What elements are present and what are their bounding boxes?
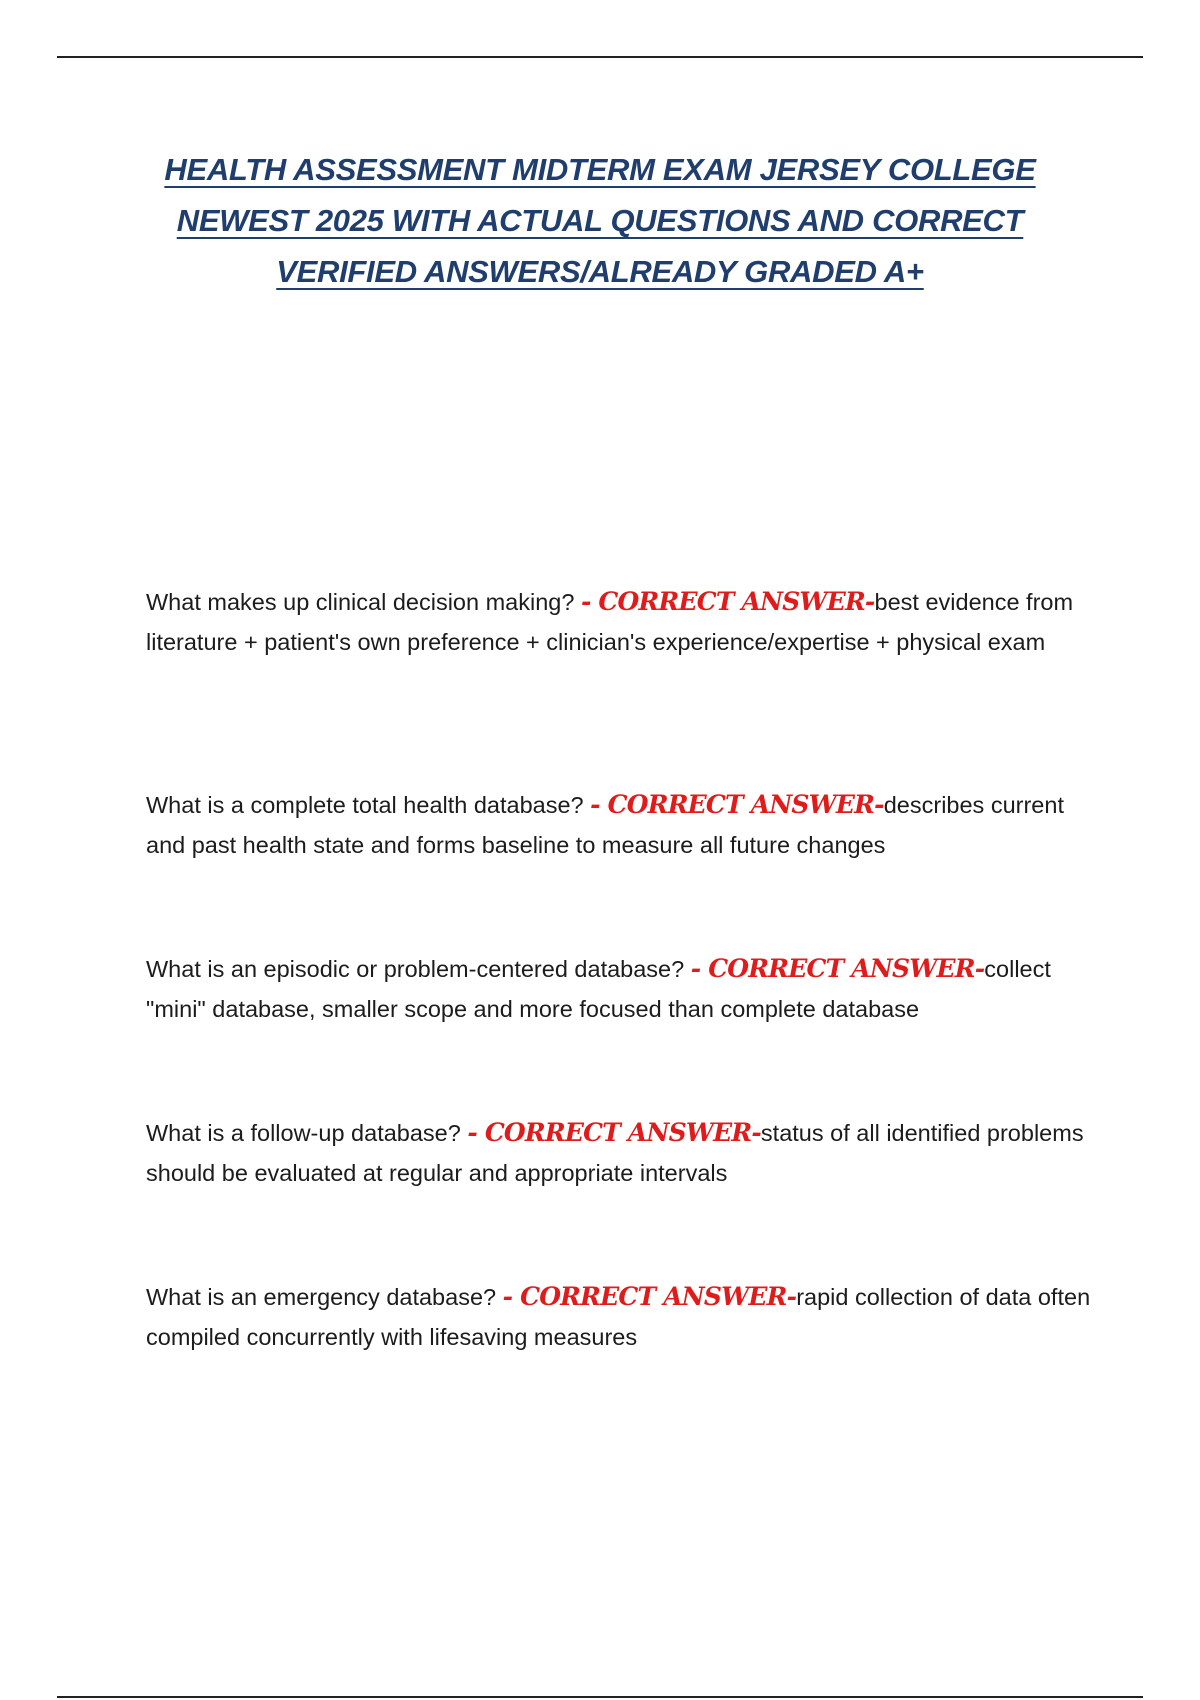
- qa-item-1: [146, 582, 1091, 662]
- question-text: What is an episodic or problem-centered database?: [146, 956, 691, 982]
- question-text: What is a follow-up database?: [146, 1120, 468, 1146]
- correct-answer-marker: - CORRECT ANSWER-: [690, 954, 985, 983]
- answer-text: best evidence from literature + patient's own preference + clinician's experience/expertise + physical exam: [146, 589, 1074, 655]
- qa-item-3: [146, 949, 1091, 1029]
- question-text: What makes up clinical decision making?: [146, 589, 581, 615]
- header-rule: [57, 56, 1143, 58]
- qa-item-4: [146, 1113, 1091, 1193]
- document-title: HEALTH ASSESSMENT MIDTERM EXAM JERSEY COLLEGE NEWEST 2025 WITH ACTUAL QUESTIONS AND CORRECT VERIFIED ANSWERS/ALREADY GRADED A+: [164, 152, 1036, 289]
- footer-rule: [57, 1696, 1143, 1698]
- qa-item-2: [146, 785, 1091, 865]
- answer-text: status of all identified problems should be evaluated at regular and appropriate intervals: [146, 1120, 1084, 1186]
- correct-answer-marker: - CORRECT ANSWER-: [580, 587, 875, 616]
- answer-text: describes current and past health state and forms baseline to measure all future changes: [146, 792, 1064, 858]
- correct-answer-marker: - CORRECT ANSWER-: [502, 1282, 797, 1311]
- correct-answer-marker: - CORRECT ANSWER-: [467, 1118, 761, 1147]
- answer-text: collect "mini" database, smaller scope and more focused than complete database: [146, 956, 1051, 1022]
- qa-item-5: [146, 1277, 1091, 1357]
- question-text: What is an emergency database?: [146, 1284, 503, 1310]
- question-text: What is a complete total health database?: [146, 792, 591, 818]
- answer-text: rapid collection of data often compiled concurrently with lifesaving measures: [146, 1284, 1091, 1350]
- correct-answer-marker: - CORRECT ANSWER-: [590, 790, 884, 819]
